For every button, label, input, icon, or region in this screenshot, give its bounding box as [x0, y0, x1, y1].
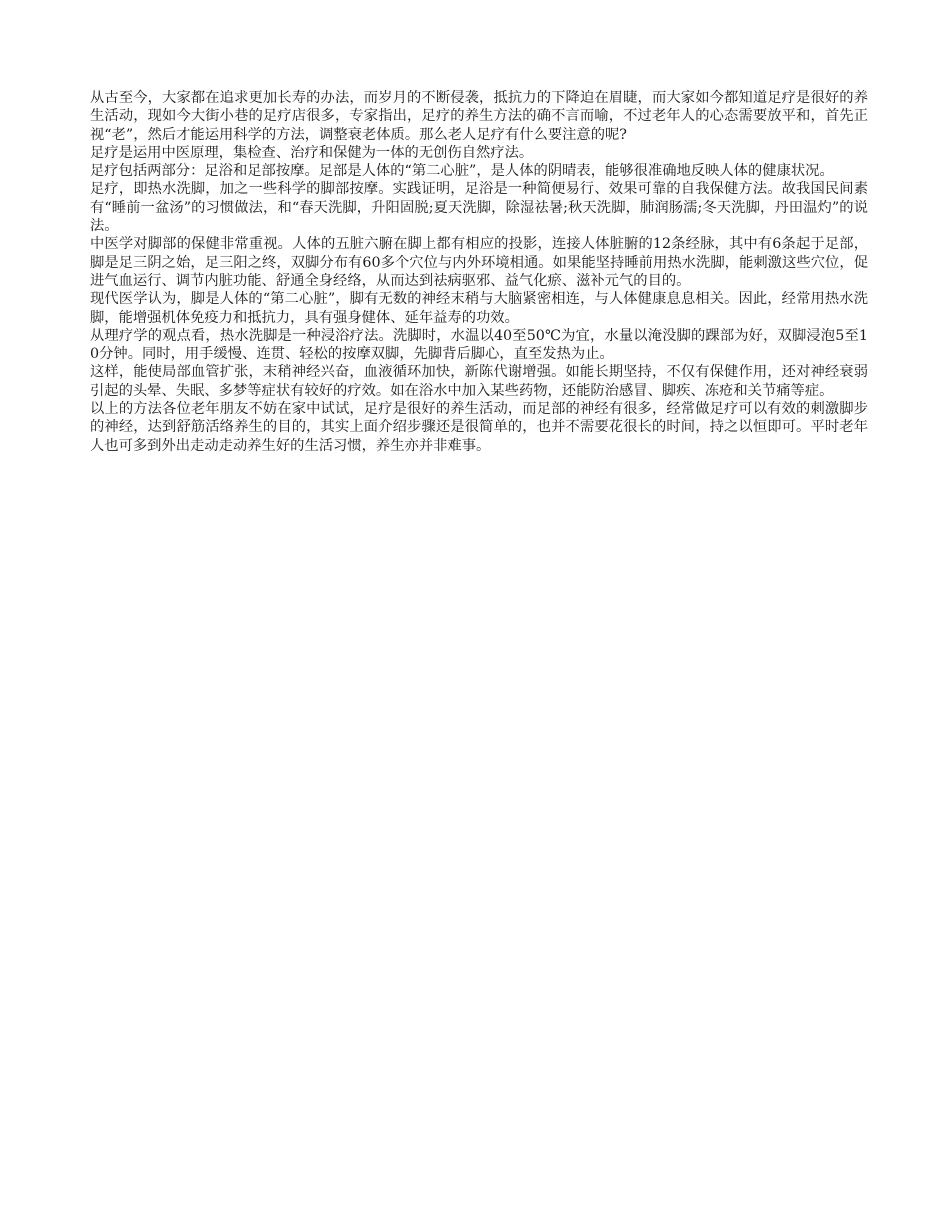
paragraph-effects: 这样，能使局部血管扩张，末稍神经兴奋，血液循环加快，新陈代谢增强。如能长期坚持，不仅有保健作用，还对神经衰弱引起的头晕、失眠、多梦等症状有较好的疗效。如在浴水中加入某些药物，还能防治感冒、脚疾、冻疮和关节痛等症。: [90, 364, 868, 399]
paragraph-physiotherapy: 从理疗学的观点看，热水洗脚是一种浸浴疗法。洗脚时，水温以40至50℃为宜，水量以淹没脚的踝部为好，双脚浸泡5至10分钟。同时，用手缓慢、连贯、轻松的按摩双脚，先脚背后脚心，直至发热为止。: [90, 327, 868, 363]
paragraph-components: 足疗包括两部分：足浴和足部按摩。足部是人体的“第二心脏”，是人体的阴晴表，能够很准确地反映人体的健康状况。: [90, 163, 834, 180]
paragraph-foot-bath: 足疗，即热水洗脚，加之一些科学的脚部按摩。实践证明，足浴是一种简便易行、效果可靠的自我保健方法。故我国民间素有“睡前一盆汤”的习惯做法，和“春天洗脚，升阳固脱;夏天洗脚，除湿祛暑;秋天洗脚，肺润肠濡;冬天洗脚，丹田温灼”的说法。: [90, 181, 868, 235]
paragraph-tcm: 中医学对脚部的保健非常重视。人体的五脏六腑在脚上都有相应的投影，连接人体脏腑的12条经脉，其中有6条起于足部，脚是足三阴之始，足三阳之终，双脚分布有60多个穴位与内外环境相通。如果能坚持睡前用热水洗脚，能刺激这些穴位，促进气血运行、调节内脏功能、舒通全身经络，从而达到祛病驱邪、益气化瘀、滋补元气的目的。: [90, 236, 868, 289]
paragraph-intro: 从古至今，大家都在追求更加长寿的办法，而岁月的不断侵袭，抵抗力的下降迫在眉睫，而大家如今都知道足疗是很好的养生活动，现如今大街小巷的足疗店很多，专家指出，足疗的养生方法的确不言而喻，不过老年人的心态需要放平和，首先正视“老”，然后才能运用科学的方法，调整衰老体质。那么老人足疗有什么要注意的呢?: [90, 90, 868, 143]
paragraph-definition: 足疗是运用中医原理，集检查、治疗和保健为一体的无创伤自然疗法。: [90, 144, 534, 161]
paragraph-conclusion: 以上的方法各位老年朋友不妨在家中试试，足疗是很好的养生活动，而足部的神经有很多，经常做足疗可以有效的刺激脚步的神经，达到舒筋活络养生的目的，其实上面介绍步骤还是很简单的，也并不需要花很长的时间，持之以恒即可。平时老年人也可多到外出走动走动养生好的生活习惯，养生亦并非难事。: [90, 401, 868, 454]
paragraph-modern-medicine: 现代医学认为，脚是人体的“第二心脏”，脚有无数的神经末稍与大脑紧密相连，与人体健康息息相关。因此，经常用热水洗脚，能增强机体免疫力和抵抗力，具有强身健体、延年益寿的功效。: [90, 291, 868, 326]
article-body: [90, 89, 868, 455]
